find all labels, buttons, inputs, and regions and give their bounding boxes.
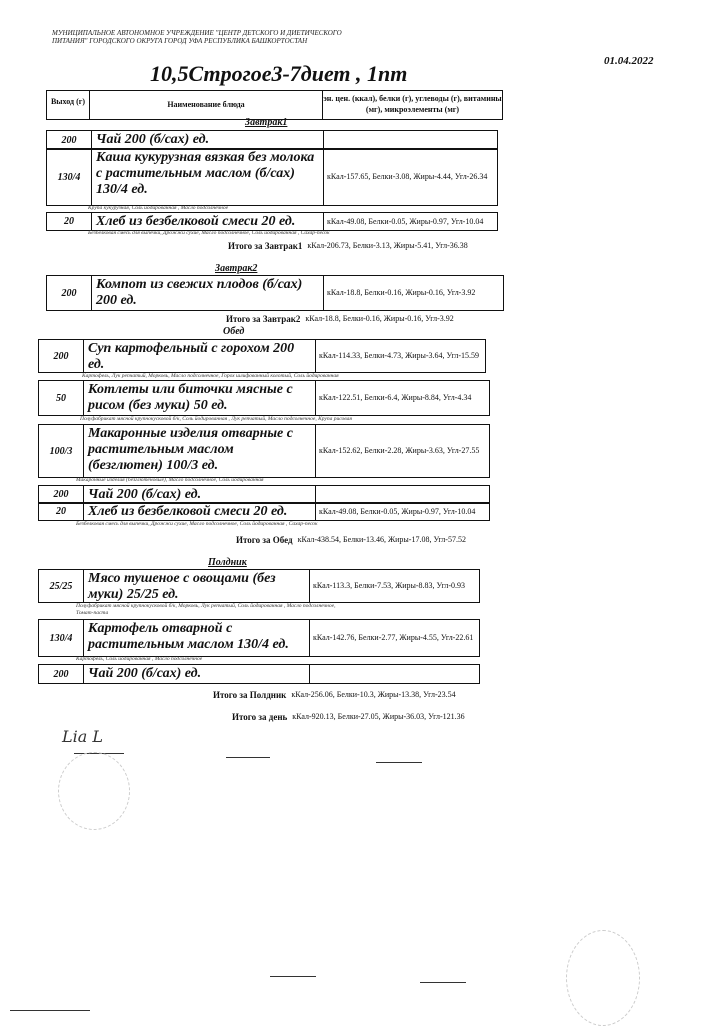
item-nutrition: кКал-122.51, Белки-6.4, Жиры-8.84, Угл-4.34 bbox=[319, 393, 472, 402]
section-title: Завтрак1 bbox=[245, 117, 288, 128]
stamp bbox=[566, 930, 640, 1026]
total-value: кКал-18.8, Белки-0.16, Жиры-0.16, Угл-3.92 bbox=[305, 314, 454, 323]
day-total bbox=[232, 712, 482, 722]
table-row bbox=[46, 212, 498, 231]
item-nutrition: кКал-152.62, Белки-2.28, Жиры-3.63, Угл-27.55 bbox=[319, 446, 480, 455]
item-ingredients-continued: Томат-паста bbox=[76, 610, 109, 616]
item-name: Чай 200 (б/сах) ед. bbox=[84, 665, 310, 683]
total-label: Итого за Завтрак1 bbox=[228, 241, 303, 251]
item-yield: 200 bbox=[39, 665, 84, 683]
menu-date: 01.04.2022 bbox=[604, 55, 654, 67]
item-name: Компот из свежих плодов (б/сах) 200 ед. bbox=[92, 276, 324, 310]
item-name: Картофель отварной с растительным маслом 130/4 ед. bbox=[84, 620, 310, 656]
total-value: кКал-256.06, Белки-10.3, Жиры-13.38, Угл-23.54 bbox=[291, 690, 456, 699]
table-row bbox=[38, 380, 490, 416]
item-nutrition: кКал-49.08, Белки-0.05, Жиры-0.97, Угл-10.04 bbox=[319, 506, 476, 516]
item-name: Хлеб из безбелковой смеси 20 ед. bbox=[84, 503, 316, 520]
table-row bbox=[38, 664, 480, 684]
signature-line bbox=[376, 762, 422, 763]
table-row bbox=[38, 424, 490, 478]
item-name: Хлеб из безбелковой смеси 20 ед. bbox=[92, 213, 324, 230]
item-ingredients: Картофель, Соль йодированная , Масло подсолнечное bbox=[76, 656, 203, 662]
item-ingredients: Безбелковая смесь для выпечки, Дрожжи сухие, Масло подсолнечное, Соль йодированная , Сахар-песок bbox=[88, 230, 330, 236]
item-nutrition bbox=[316, 486, 489, 503]
item-nutrition: кКал-157.65, Белки-3.08, Жиры-4.44, Угл-26.34 bbox=[327, 172, 488, 181]
item-yield: 20 bbox=[39, 503, 84, 520]
section-total bbox=[213, 690, 481, 700]
day-total-label: Итого за день bbox=[232, 712, 288, 722]
total-label: Итого за Завтрак2 bbox=[226, 314, 301, 324]
signature-line bbox=[10, 1010, 90, 1011]
item-yield: 130/4 bbox=[39, 620, 84, 656]
table-row bbox=[46, 130, 498, 150]
item-ingredients: Картофель, Лук репчатый, Морковь, Масло подсолнечное, Горох шлифованный колотый, Соль йодированная bbox=[82, 373, 339, 379]
item-name: Чай 200 (б/сах) ед. bbox=[84, 486, 316, 503]
item-ingredients: Полуфабрикат мясной крупнокусковой б/к, Соль йодированная , Лук репчатый, Масло подсолнечное, Крупа рисовая bbox=[80, 416, 352, 422]
item-name: Макаронные изделия отварные с растительным маслом (безглютен) 100/3 ед. bbox=[84, 425, 316, 477]
total-label: Итого за Полдник bbox=[213, 690, 287, 700]
section-title: Завтрак2 bbox=[215, 263, 258, 274]
table-header bbox=[46, 90, 503, 120]
table-row bbox=[38, 569, 480, 603]
item-name: Котлеты или биточки мясные с рисом (без муки) 50 ед. bbox=[84, 381, 316, 415]
table-row bbox=[38, 619, 480, 657]
signature-line bbox=[420, 982, 466, 983]
item-nutrition: кКал-142.76, Белки-2.77, Жиры-4.55, Угл-22.61 bbox=[313, 633, 474, 642]
item-nutrition: кКал-114.33, Белки-4.73, Жиры-3.64, Угл-15.59 bbox=[319, 351, 480, 360]
stamp bbox=[58, 752, 130, 830]
section-total bbox=[228, 241, 497, 251]
section-title: Обед bbox=[223, 326, 245, 337]
item-yield: 200 bbox=[47, 131, 92, 149]
column-name: Наименование блюда bbox=[90, 91, 323, 119]
menu-title: 10,5Строгое3-7диет , 1пт bbox=[150, 61, 408, 86]
table-row bbox=[46, 148, 498, 206]
column-nutrition: эн. цен. (ккал), белки (г), углеводы (г), витамины (мг), микроэлементы (мг) bbox=[323, 94, 502, 114]
column-yield: Выход (г) bbox=[47, 91, 90, 119]
total-value: кКал-206.73, Белки-3.13, Жиры-5.41, Угл-36.38 bbox=[307, 241, 468, 250]
item-ingredients: Крупа кукурузная, Соль йодированная , Масло подсолнечное bbox=[88, 205, 229, 211]
item-nutrition: кКал-18.8, Белки-0.16, Жиры-0.16, Угл-3.92 bbox=[327, 288, 476, 297]
item-name: Каша кукурузная вязкая без молока с растительным маслом (б/сах) 130/4 ед. bbox=[92, 149, 324, 205]
item-ingredients: Безбелковая смесь для выпечки, Дрожжи сухие, Масло подсолнечное, Соль йодированная , Сахар-песок bbox=[76, 521, 318, 527]
item-yield: 200 bbox=[39, 340, 84, 372]
item-nutrition: кКал-113.3, Белки-7.53, Жиры-8.83, Угл-0.93 bbox=[313, 581, 466, 590]
total-value: кКал-438.54, Белки-13.46, Жиры-17.08, Угл-57.52 bbox=[297, 535, 466, 544]
day-total-value: кКал-920.13, Белки-27.05, Жиры-36.03, Угл-121.36 bbox=[292, 712, 465, 721]
signature: Lia L bbox=[62, 727, 103, 746]
item-yield: 130/4 bbox=[47, 149, 92, 205]
signature-line bbox=[270, 976, 316, 977]
item-nutrition: кКал-49.08, Белки-0.05, Жиры-0.97, Угл-10.04 bbox=[327, 216, 484, 226]
item-yield: 100/3 bbox=[39, 425, 84, 477]
item-yield: 50 bbox=[39, 381, 84, 415]
table-row bbox=[38, 339, 486, 373]
signature-line bbox=[226, 757, 270, 758]
item-ingredients: Макаронные изделия (безглютеновые), Масло подсолнечное, Соль йодированная bbox=[76, 477, 264, 483]
table-row bbox=[46, 275, 504, 311]
item-yield: 20 bbox=[47, 213, 92, 230]
section-total bbox=[226, 314, 505, 324]
section-title: Полдник bbox=[208, 557, 247, 568]
item-yield: 25/25 bbox=[39, 570, 84, 602]
item-nutrition bbox=[324, 131, 497, 149]
item-nutrition bbox=[310, 665, 479, 683]
total-label: Итого за Обед bbox=[236, 535, 293, 545]
item-yield: 200 bbox=[47, 276, 92, 310]
item-yield: 200 bbox=[39, 486, 84, 503]
item-name: Мясо тушеное с овощами (без муки) 25/25 ед. bbox=[84, 570, 310, 602]
organization-name: МУНИЦИПАЛЬНОЕ АВТОНОМНОЕ УЧРЕЖДЕНИЕ "ЦЕНТР ДЕТСКОГО И ДИЕТИЧЕСКОГО ПИТАНИЯ" ГОРОДСКОГО ОКРУГА ГОРОД УФА РЕСПУБЛИКА БАШКОРТОСТАН bbox=[52, 29, 342, 45]
item-name: Чай 200 (б/сах) ед. bbox=[92, 131, 324, 149]
table-row bbox=[38, 502, 490, 521]
item-name: Суп картофельный с горохом 200 ед. bbox=[84, 340, 316, 372]
section-total bbox=[236, 535, 488, 545]
item-ingredients: Полуфабрикат мясной крупнокусковой б/к, Морковь, Лук репчатый, Соль йодированная , Масло подсолнечное, bbox=[76, 603, 336, 609]
